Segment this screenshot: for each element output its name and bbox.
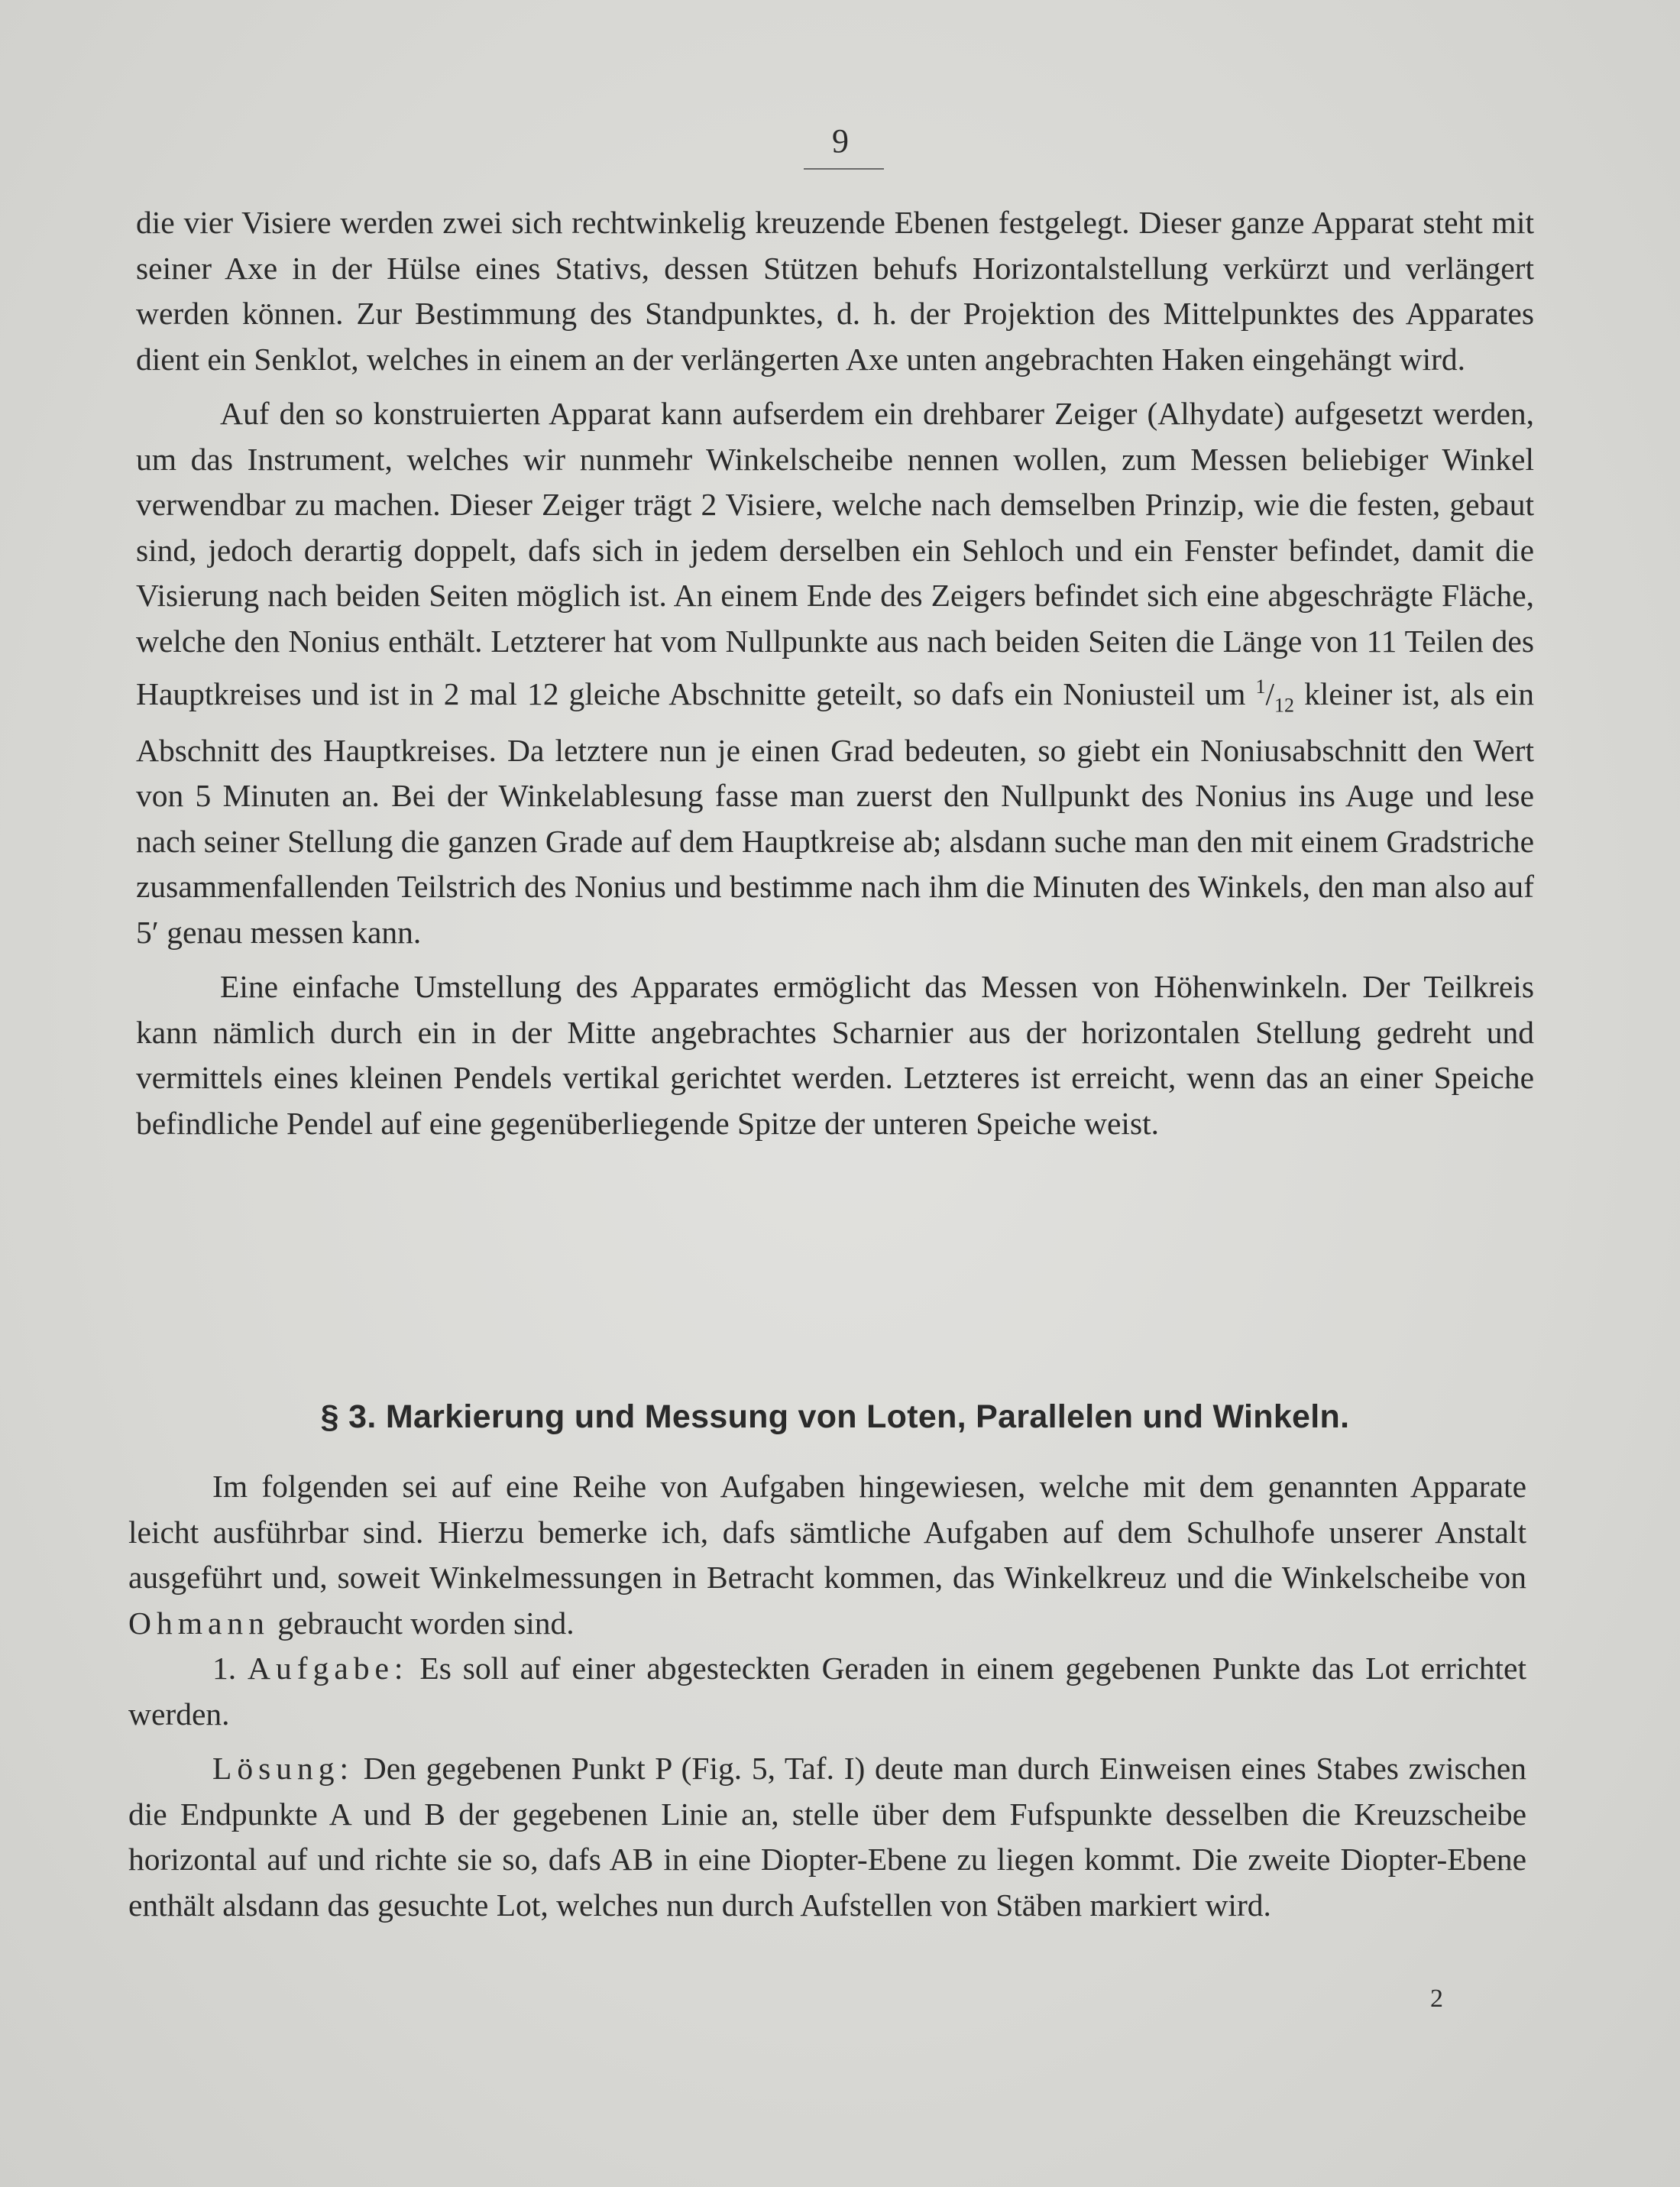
task-text: Es soll auf einer abgesteckten Geraden in einem gegebenen Punkte das Lot errichtet werden. <box>128 1651 1527 1732</box>
intro-text: Im folgenden sei auf eine Reihe von Aufgaben hingewiesen, welche mit dem genannten Apparate leicht ausführbar sind. Hierzu bemerke ich, dafs sämtliche Aufgaben auf dem Schulhofe unserer Anstalt ausgeführt und, soweit Winkelmessungen in Betracht kommen, das Winkelkreuz und die Winkelscheibe von <box>128 1469 1526 1595</box>
solution-text: Den gegebenen Punkt P (Fig. 5, Taf. I) deute man durch Einweisen eines Stabes zwischen die Endpunkte A und B der gegebenen Linie an, stelle über dem Fufspunkte desselben die Kreuzscheibe horizontal auf und richte sie so, dafs AB in eine Diopter-Ebene zu liegen kommt. Die zweite Diopter-Ebene enthält alsdann das gesuchte Lot, welches nun durch Aufstellen von Stäben markiert wird. <box>128 1751 1527 1923</box>
author-name: Ohmann <box>128 1605 270 1641</box>
paragraph-solution <box>128 1746 1526 1928</box>
paragraph-2-part-1: Auf den so konstruierten Apparat kann aufserdem ein drehbarer Zeiger (Alhydate) aufgesetzt werden, um das Instrument, welches wir nunmehr Winkelscheibe nennen wollen, zum Messen beliebiger Winkel verwendbar zu machen. Dieser Zeiger trägt 2 Visiere, welche nach demselben Prinzip, wie die festen, gebaut sind, jedoch derartig doppelt, dafs sich in jedem derselben ein Sehloch und ein Fenster befindet, damit die Visierung nach beiden Seiten möglich ist. An einem Ende des Zeigers befindet sich eine abgeschrägte Fläche, welche den Nonius enthält. Letzterer hat vom Nullpunkte aus nach beiden Seiten die Länge von 11 Teilen des Hauptkreises und ist in 2 mal 12 gleiche Abschnitte geteilt, so dafs ein Noniusteil um <box>136 396 1534 711</box>
body-text-top <box>136 200 1534 1146</box>
paragraph-task <box>128 1646 1526 1737</box>
paragraph-2 <box>136 391 1534 955</box>
solution-label: Lösung: <box>212 1751 354 1786</box>
sheet-signature-mark: 2 <box>1430 1985 1443 2013</box>
task-label: Aufgabe: <box>248 1651 409 1686</box>
paragraph-intro <box>128 1464 1526 1646</box>
intro-end: gebraucht worden sind. <box>277 1605 575 1641</box>
body-text-bottom <box>128 1464 1526 1928</box>
section-heading: § 3. Markierung und Messung von Loten, Parallelen und Winkeln. <box>320 1398 1350 1435</box>
page-number-rule <box>804 168 884 170</box>
paragraph-1: die vier Visiere werden zwei sich rechtwinkelig kreuzende Ebenen festgelegt. Dieser ganze Apparat steht mit seiner Axe in der Hülse eines Stativs, dessen Stützen behufs Horizontalstellung verkürzt und verlängert werden können. Zur Bestimmung des Standpunktes, d. h. der Projektion des Mittelpunktes des Apparates dient ein Senklot, welches in einem an der verlängerten Axe unten angebrachten Haken eingehängt wird. <box>136 205 1534 377</box>
task-number: 1. <box>212 1651 237 1686</box>
fraction-denominator: 12 <box>1274 694 1294 717</box>
paragraph-3: Eine einfache Umstellung des Apparates ermöglicht das Messen von Höhenwinkeln. Der Teilkreis kann nämlich durch ein in der Mitte angebrachtes Scharnier aus der horizontalen Stellung gedreht und vermittels eines kleinen Pendels vertikal gerichtet werden. Letzteres ist erreicht, wenn das an einer Speiche befindliche Pendel auf eine gegenüberliegende Spitze der unteren Speiche weist. <box>136 969 1534 1141</box>
fraction-numerator: 1 <box>1255 676 1266 698</box>
page-number: 9 <box>832 122 849 160</box>
fraction: $^1/_{12}$ <box>1255 676 1294 717</box>
paragraph-2-part-2: kleiner ist, als ein Abschnitt des Hauptkreises. Da letztere nun je einen Grad bedeuten, so giebt ein Noniusabschnitt den Wert von 5 Minuten an. Bei der Winkelablesung fasse man zuerst den Nullpunkt des Nonius ins Auge und lese nach seiner Stellung die ganzen Grade auf dem Hauptkreise ab; alsdann suche man den mit einem Gradstriche zusammenfallenden Teilstrich des Nonius und bestimme nach ihm die Minuten des Winkels, den man also auf 5′ genau messen kann. <box>136 676 1535 950</box>
